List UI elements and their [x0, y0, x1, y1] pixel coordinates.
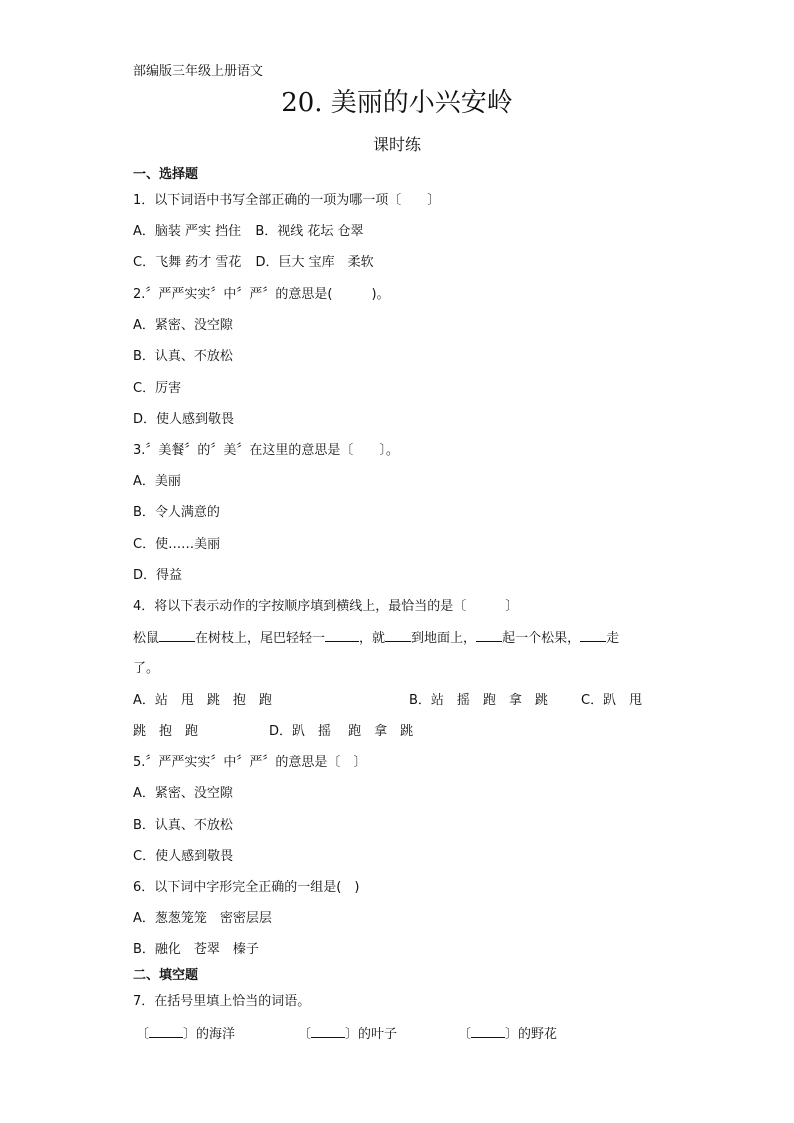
question-4-options-line2 — [133, 723, 414, 741]
page-title: 20. 美丽的小兴安岭 — [281, 88, 513, 118]
question-3-option-b: B．令人满意的 — [133, 505, 220, 520]
question-7-item-3-text: 的野花 — [518, 1027, 558, 1042]
question-4-sentence — [133, 629, 619, 648]
question-7-items — [136, 1025, 558, 1044]
question-4-text-7: 了。 — [133, 661, 160, 676]
question-7-item-2: 〔 〕的叶子 — [298, 1027, 398, 1042]
answer-blank[interactable] — [471, 1025, 505, 1038]
question-4-option-c: C．趴 甩 — [581, 693, 643, 708]
question-4-text-3: ，就 — [359, 631, 386, 646]
question-2-option-a: A．紧密、没空隙 — [133, 318, 233, 333]
answer-blank[interactable] — [149, 1025, 183, 1038]
question-1-option-c: C．飞舞 药才 雪花 — [133, 255, 242, 270]
question-5-option-c: C．使人感到敬畏 — [133, 849, 234, 864]
question-7-item-1: 〔 〕的海洋 — [136, 1027, 236, 1042]
question-2-option-b: B．认真、不放松 — [133, 349, 233, 364]
question-4-stem: 4．将以下表示动作的字按顺序填到横线上，最恰当的是〔 〕 — [133, 599, 519, 614]
question-2-option-c: C．厉害 — [133, 381, 182, 396]
question-3-option-c: C．使……美丽 — [133, 537, 221, 552]
section-heading-choice: 一、选择题 — [133, 167, 199, 182]
question-3-option-d: D．得益 — [133, 568, 183, 583]
question-4-option-d: D．趴 摇 跑 拿 跳 — [269, 724, 414, 739]
answer-blank[interactable] — [311, 1025, 345, 1038]
question-4-option-a: A．站 甩 跳 抱 跑 — [133, 693, 272, 708]
question-1-option-b: B．视线 花坛 仓翠 — [255, 224, 364, 239]
question-7-stem: 7．在括号里填上恰当的词语。 — [133, 994, 311, 1009]
question-4-option-c-continued: 跳 抱 跑 — [133, 724, 199, 739]
question-6-option-a: A．葱葱笼笼 密密层层 — [133, 911, 272, 926]
question-4-text-4: 到地面上， — [411, 631, 477, 646]
question-4-text-5: 起一个松果， — [502, 631, 581, 646]
question-5-option-a: A．紧密、没空隙 — [133, 786, 233, 801]
section-heading-fill: 二、填空题 — [133, 968, 199, 983]
question-2-stem: 2.〞严严实实〞中〞严〞的意思是( )。 — [133, 287, 390, 302]
question-3-stem: 3.〞美餐〞的〞美〞在这里的意思是〔 〕。 — [133, 443, 399, 458]
question-5-option-b: B．认真、不放松 — [133, 818, 233, 833]
question-4-text-2: 在树枝上，尾巴轻轻一 — [195, 631, 326, 646]
question-2-option-d: D．使人感到敬畏 — [133, 412, 235, 427]
question-1-option-d: D．巨大 宝库 柔软 — [255, 255, 374, 270]
page-subtitle: 课时练 — [372, 135, 421, 154]
answer-blank[interactable] — [159, 629, 195, 642]
question-1-options-ab — [133, 223, 364, 241]
question-7-item-1-text: 的海洋 — [196, 1027, 236, 1042]
question-7-item-2-text: 的叶子 — [358, 1027, 398, 1042]
question-4-option-b: B．站 摇 跑 拿 跳 — [409, 693, 548, 708]
question-3-option-a: A．美丽 — [133, 474, 181, 489]
question-7-item-3: 〔 〕的野花 — [458, 1027, 558, 1042]
question-6-option-b: B．融化 苍翠 榛子 — [133, 942, 259, 957]
question-1-stem: 1．以下词语中书写全部正确的一项为哪一项〔 〕 — [133, 193, 441, 208]
question-4-text-1: 松鼠 — [133, 631, 160, 646]
header-label: 部编版三年级上册语文 — [133, 64, 264, 79]
answer-blank[interactable] — [476, 629, 502, 642]
answer-blank[interactable] — [580, 629, 606, 642]
answer-blank[interactable] — [385, 629, 411, 642]
question-6-stem: 6．以下词中字形完全正确的一组是( ) — [133, 880, 360, 895]
answer-blank[interactable] — [325, 629, 359, 642]
question-1-options-cd — [133, 254, 374, 272]
question-4-options-line1 — [133, 692, 643, 710]
question-1-option-a: A．脑装 严实 挡住 — [133, 224, 242, 239]
question-4-text-6: 走 — [606, 631, 620, 646]
question-5-stem: 5.〞严严实实〞中〞严〞的意思是〔 〕 — [133, 755, 367, 770]
